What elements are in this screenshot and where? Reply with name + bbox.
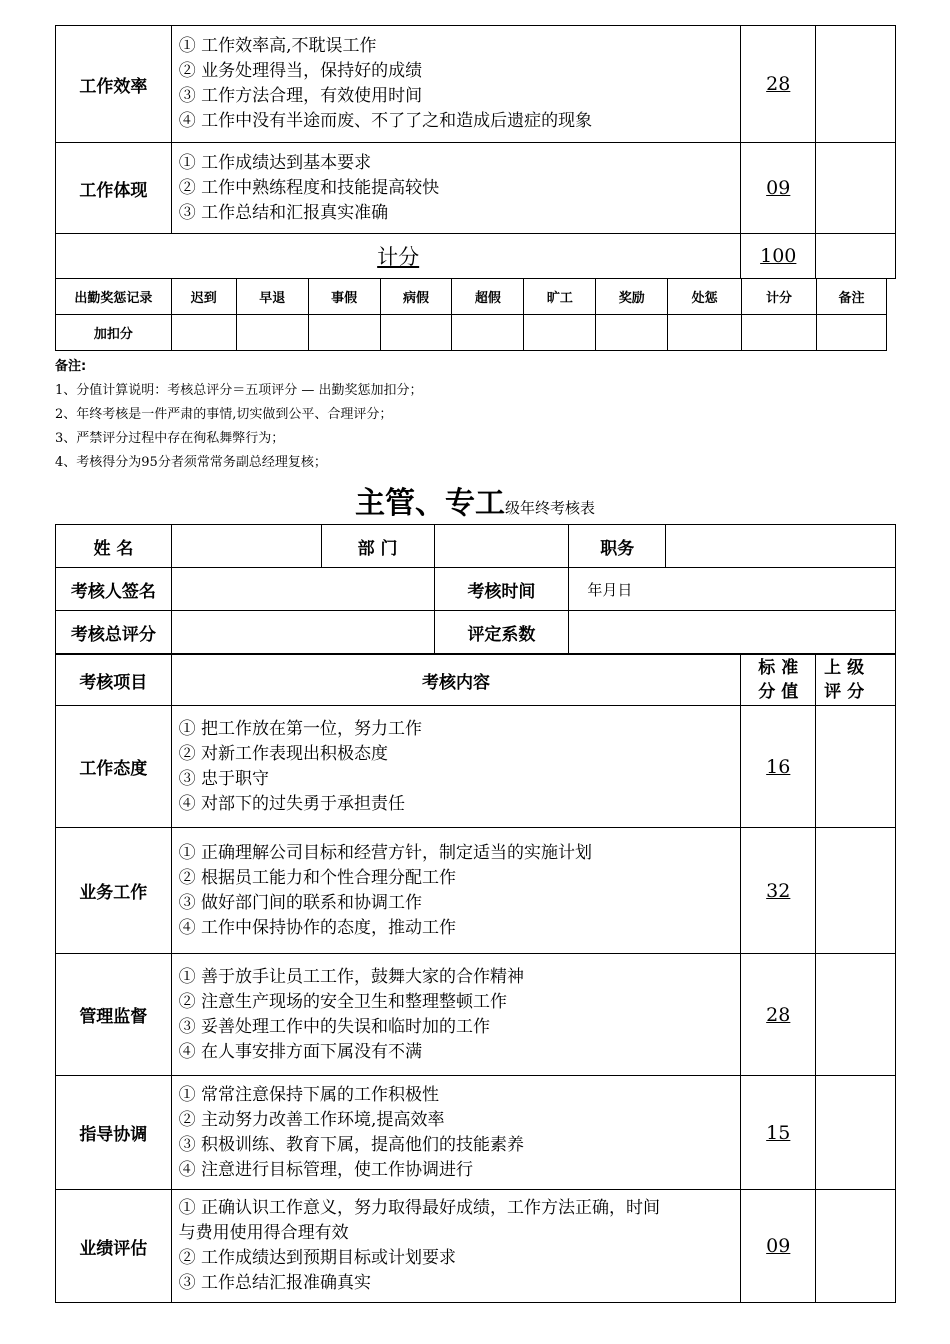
criteria-line: ③ 积极训练、教育下属，提高他们的技能素养 <box>178 1134 525 1155</box>
main-assessment-table <box>55 654 896 1303</box>
attendance-input-cell[interactable] <box>171 315 236 351</box>
attendance-input-cell[interactable] <box>452 315 524 351</box>
attendance-row-label: 加扣分 <box>56 315 172 351</box>
header-standard-line: 分 值 <box>758 682 799 702</box>
table-row <box>56 143 896 234</box>
criteria-cell <box>171 1076 741 1190</box>
criteria-line: ③ 工作总结和汇报真实准确 <box>178 202 389 223</box>
attendance-header: 事假 <box>308 279 380 315</box>
attendance-input-cell[interactable] <box>308 315 380 351</box>
criteria-line: ③ 忠于职守 <box>178 768 270 789</box>
attendance-header: 早退 <box>236 279 308 315</box>
attendance-input-cell[interactable] <box>380 315 452 351</box>
table-row <box>56 706 896 828</box>
attendance-header: 奖励 <box>596 279 668 315</box>
category-cell: 工作态度 <box>56 706 172 828</box>
criteria-line: ④ 注意进行目标管理，使工作协调进行 <box>178 1159 474 1180</box>
header-content: 考核内容 <box>171 655 741 706</box>
table-row <box>56 26 896 143</box>
superior-score-cell[interactable] <box>816 143 896 234</box>
note-item: 2、年终考核是一件严肃的事情,切实做到公平、合理评分； <box>55 407 393 422</box>
criteria-cell <box>171 828 741 954</box>
attendance-table <box>55 278 887 351</box>
assessor-field[interactable] <box>171 568 434 611</box>
criteria-cell <box>171 706 741 828</box>
superior-score-cell[interactable] <box>816 26 896 143</box>
note-item: 4、考核得分为95分者须常常务副总经理复核； <box>55 455 327 470</box>
table-row <box>56 954 896 1076</box>
standard-score: 15 <box>741 1076 816 1190</box>
attendance-header: 计分 <box>742 279 817 315</box>
criteria-line: ① 工作成绩达到基本要求 <box>178 152 372 173</box>
table-row <box>56 1190 896 1303</box>
info-table <box>55 524 896 654</box>
attendance-input-cell[interactable] <box>596 315 668 351</box>
criteria-line: ④ 对部下的过失勇于承担责任 <box>178 793 406 814</box>
header-superior <box>816 655 896 706</box>
header-superior-line: 上 级 <box>824 658 865 678</box>
header-superior-line: 评 分 <box>824 682 865 702</box>
standard-score: 28 <box>741 26 816 143</box>
category-cell: 管理监督 <box>56 954 172 1076</box>
assessor-label: 考核人签名 <box>56 568 172 611</box>
criteria-cell <box>171 954 741 1076</box>
attendance-input-cell[interactable] <box>524 315 596 351</box>
attendance-header: 病假 <box>380 279 452 315</box>
criteria-line: ④ 在人事安排方面下属没有不满 <box>178 1041 423 1062</box>
criteria-cell <box>171 143 741 234</box>
standard-score: 09 <box>741 143 816 234</box>
attendance-input-cell[interactable] <box>236 315 308 351</box>
attendance-header: 出勤奖惩记录 <box>56 279 172 315</box>
header-standard <box>741 655 816 706</box>
table-row <box>56 1076 896 1190</box>
attendance-header: 备注 <box>817 279 887 315</box>
form-title-sub: 级年终考核表 <box>504 499 595 517</box>
name-field[interactable] <box>171 525 321 568</box>
criteria-line: 与费用使用得合理有效 <box>178 1223 349 1243</box>
note-item: 1、分值计算说明：考核总评分＝五项评分 — 出勤奖惩加扣分； <box>55 383 423 398</box>
notes-title: 备注: <box>55 359 87 374</box>
header-standard-line: 标 准 <box>758 658 799 678</box>
criteria-line: ② 工作中熟练程度和技能提高较快 <box>178 177 440 198</box>
criteria-line: ① 善于放手让员工工作，鼓舞大家的合作精神 <box>178 966 525 987</box>
criteria-line: ② 根据员工能力和个性合理分配工作 <box>178 867 457 888</box>
top-assessment-table <box>55 25 896 279</box>
category-cell: 业务工作 <box>56 828 172 954</box>
total-score: 100 <box>741 234 816 279</box>
notes-section <box>55 355 423 475</box>
info-row <box>56 611 896 654</box>
superior-score-cell[interactable] <box>816 1190 896 1303</box>
dept-label: 部 门 <box>321 525 434 568</box>
criteria-line: ① 常常注意保持下属的工作积极性 <box>178 1084 440 1105</box>
criteria-cell <box>171 26 741 143</box>
attendance-input-cell[interactable] <box>817 315 887 351</box>
criteria-line: ② 业务处理得当，保持好的成绩 <box>178 61 423 81</box>
category-cell: 指导协调 <box>56 1076 172 1190</box>
standard-score: 32 <box>741 828 816 954</box>
category-cell: 业绩评估 <box>56 1190 172 1303</box>
note-item: 3、严禁评分过程中存在徇私舞弊行为； <box>55 431 285 446</box>
criteria-line: ④ 工作中没有半途而废、不了了之和造成后遗症的现象 <box>178 111 593 131</box>
criteria-line: ② 工作成绩达到预期目标或计划要求 <box>178 1248 457 1268</box>
standard-score: 16 <box>741 706 816 828</box>
criteria-line: ④ 工作中保持协作的态度，推动工作 <box>178 917 457 938</box>
criteria-line: ③ 做好部门间的联系和协调工作 <box>178 892 423 913</box>
criteria-line: ② 主动努力改善工作环境,提高效率 <box>178 1109 445 1130</box>
attendance-header: 迟到 <box>171 279 236 315</box>
criteria-line: ② 注意生产现场的安全卫生和整理整顿工作 <box>178 991 508 1012</box>
criteria-cell <box>171 1190 741 1303</box>
position-label: 职务 <box>569 525 666 568</box>
attendance-input-cell[interactable] <box>668 315 742 351</box>
superior-score-cell[interactable] <box>816 1076 896 1190</box>
info-row <box>56 568 896 611</box>
attendance-header-row <box>56 279 887 315</box>
total-label: 计分 <box>56 234 741 279</box>
form-title-main: 主管、专工 <box>354 486 505 521</box>
criteria-line: ② 对新工作表现出积极态度 <box>178 743 389 764</box>
total-superior-cell[interactable] <box>816 234 896 279</box>
total-score-field[interactable] <box>171 611 434 654</box>
attendance-header: 旷工 <box>524 279 596 315</box>
category-cell: 工作效率 <box>56 26 172 143</box>
superior-score-cell[interactable] <box>816 706 896 828</box>
form-title <box>0 478 950 522</box>
standard-score: 09 <box>741 1190 816 1303</box>
header-item: 考核项目 <box>56 655 172 706</box>
standard-score: 28 <box>741 954 816 1076</box>
superior-score-cell[interactable] <box>816 828 896 954</box>
name-label: 姓 名 <box>56 525 172 568</box>
total-row <box>56 234 896 279</box>
coefficient-field[interactable] <box>569 611 896 654</box>
coefficient-label: 评定系数 <box>434 611 569 654</box>
total-score-label: 考核总评分 <box>56 611 172 654</box>
criteria-line: ① 工作效率高,不耽误工作 <box>178 36 377 56</box>
time-field[interactable]: 年月日 <box>569 568 896 611</box>
criteria-line: ① 正确认识工作意义，努力取得最好成绩，工作方法正确，时间 <box>178 1198 661 1218</box>
criteria-line: ① 正确理解公司目标和经营方针，制定适当的实施计划 <box>178 842 593 863</box>
criteria-line: ③ 妥善处理工作中的失误和临时加的工作 <box>178 1016 491 1037</box>
attendance-header: 超假 <box>452 279 524 315</box>
criteria-line: ③ 工作方法合理，有效使用时间 <box>178 86 423 106</box>
table-row <box>56 828 896 954</box>
dept-field[interactable] <box>434 525 569 568</box>
time-label: 考核时间 <box>434 568 569 611</box>
superior-score-cell[interactable] <box>816 954 896 1076</box>
criteria-line: ③ 工作总结汇报准确真实 <box>178 1273 372 1293</box>
main-header-row <box>56 655 896 706</box>
position-field[interactable] <box>666 525 896 568</box>
attendance-input-cell[interactable] <box>742 315 817 351</box>
category-cell: 工作体现 <box>56 143 172 234</box>
criteria-line: ① 把工作放在第一位，努力工作 <box>178 718 423 739</box>
attendance-value-row <box>56 315 887 351</box>
info-row <box>56 525 896 568</box>
attendance-header: 处惩 <box>668 279 742 315</box>
